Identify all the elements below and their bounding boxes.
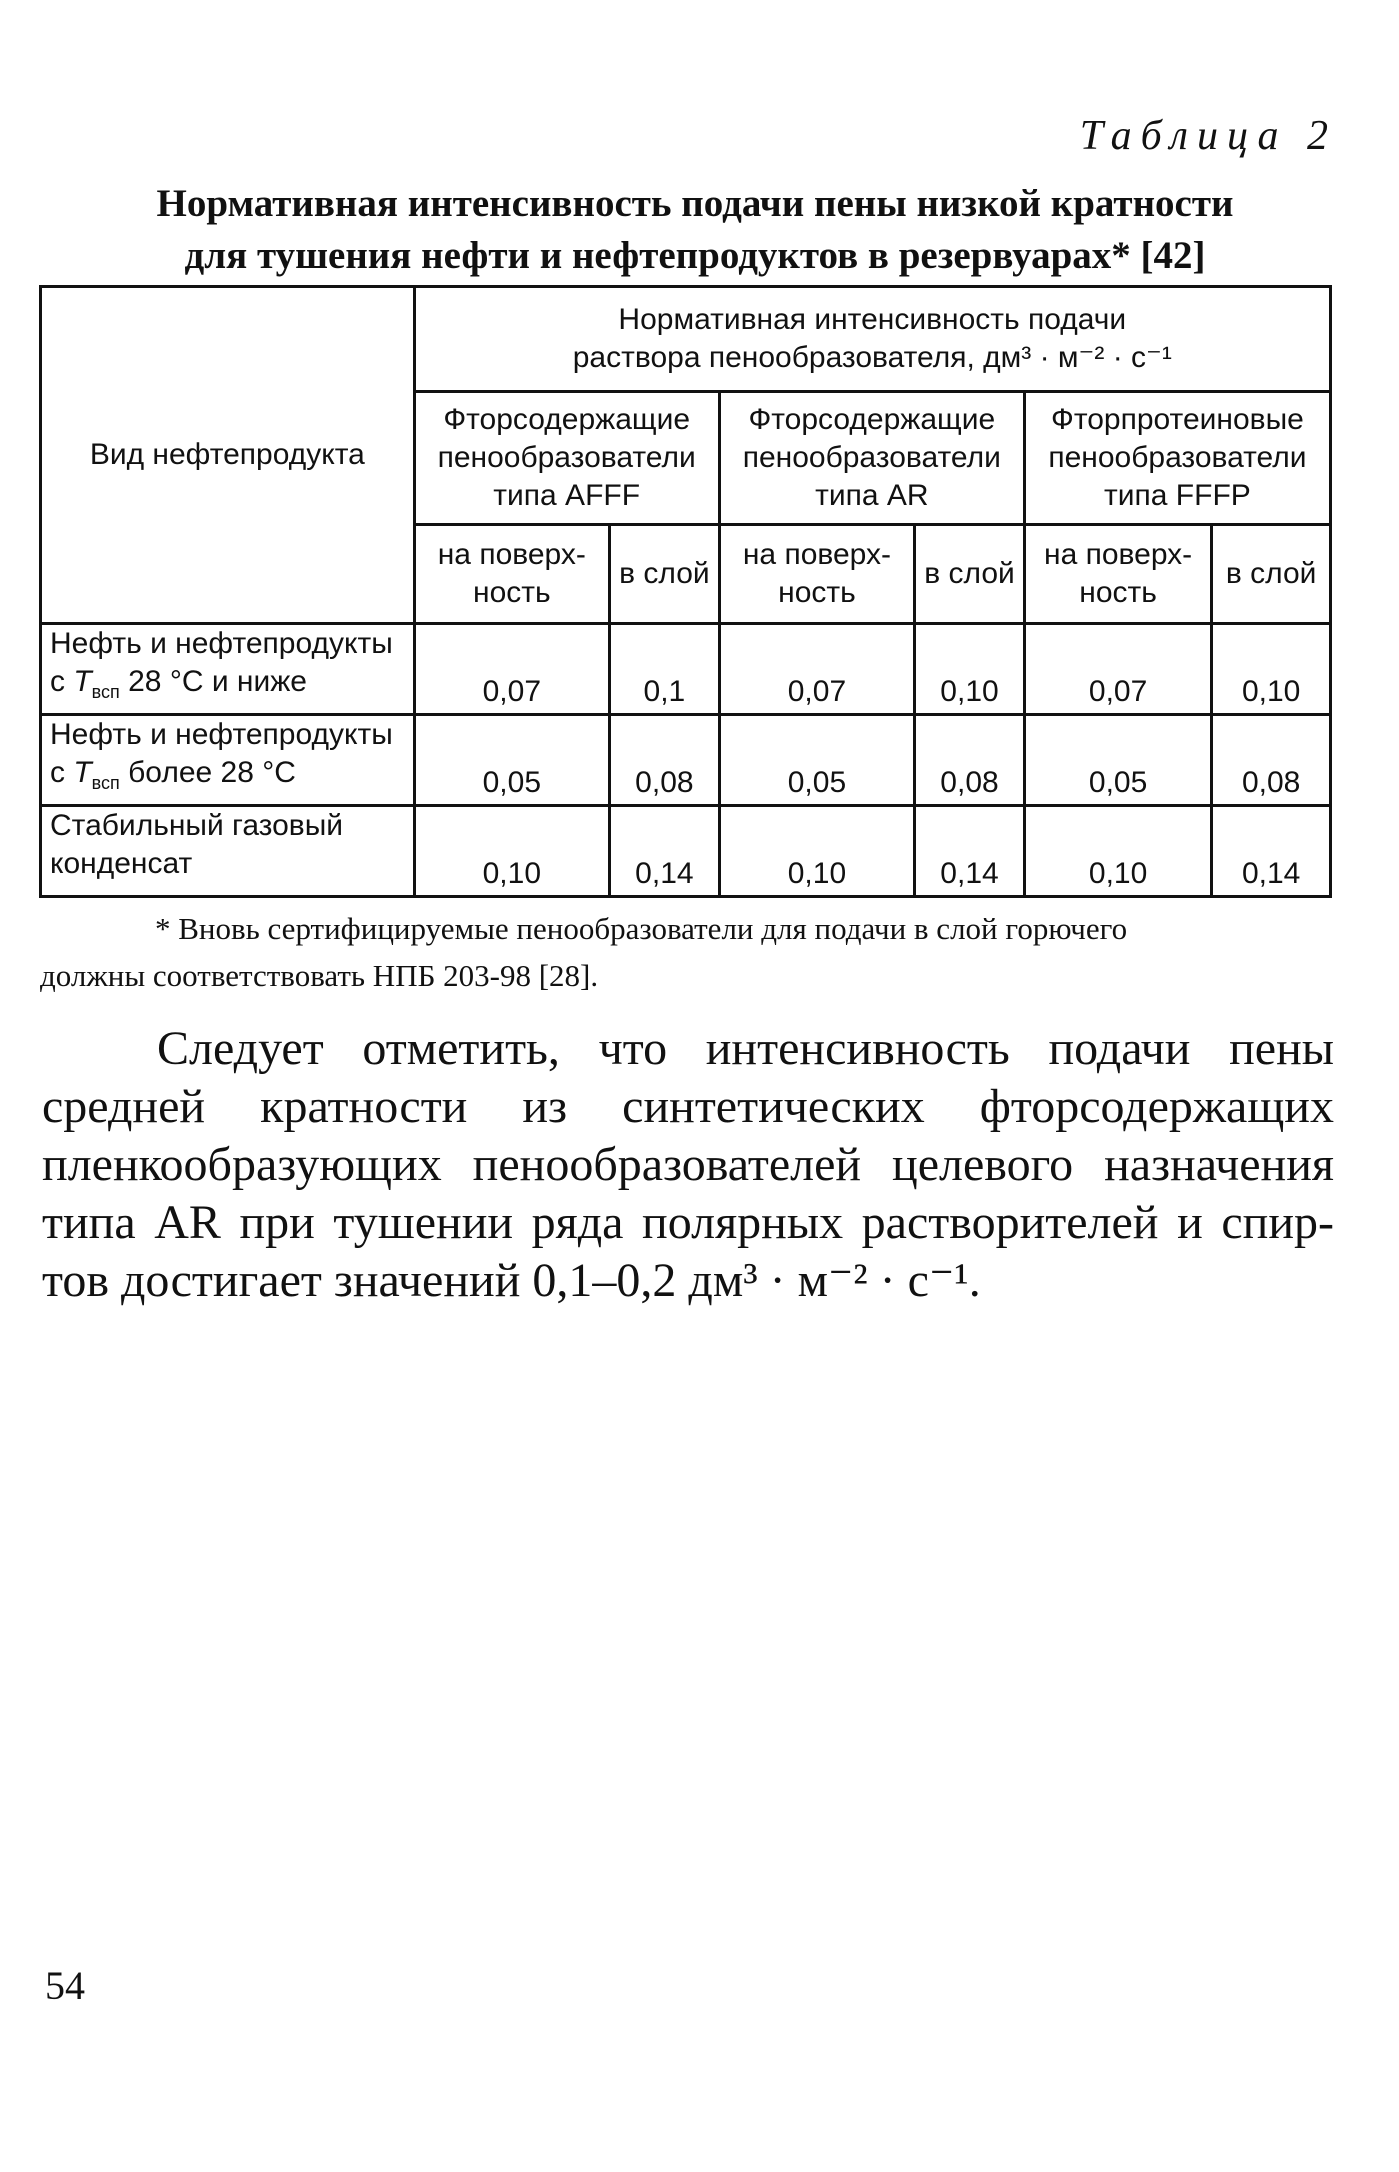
header-group-afff <box>414 392 719 525</box>
row-label-line-2 <box>50 663 413 711</box>
row-label-suffix: более 28 °С <box>119 756 296 789</box>
row-label-prefix: с <box>50 756 74 789</box>
header-intensity <box>414 287 1330 392</box>
value-cell: 0,14 <box>610 806 720 897</box>
row-label-suffix: 28 °С и ниже <box>119 665 307 698</box>
page-number: 54 <box>45 1963 85 2008</box>
group-afff-line-3: типа AFFF <box>493 479 641 512</box>
body-line-5: тов достигает значений 0,1–0,2 дм³ · м⁻² · с⁻¹. <box>42 1254 981 1307</box>
flash-point-symbol: T <box>73 756 92 789</box>
value-cell: 0,10 <box>719 806 914 897</box>
group-fffp-line-3: типа FFFP <box>1104 479 1251 512</box>
value-cell: 0,07 <box>414 624 609 715</box>
value-cell: 0,05 <box>414 715 609 806</box>
row-label-line-2: конденсат <box>50 847 193 880</box>
row-label <box>41 806 415 897</box>
value-cell: 0,10 <box>1024 806 1211 897</box>
subheader-fffp-surface <box>1024 525 1211 624</box>
value-cell: 0,05 <box>719 715 914 806</box>
group-afff-line-1: Фторсодержащие <box>443 403 691 436</box>
value-cell: 0,08 <box>915 715 1025 806</box>
subheader-ar-layer: в слой <box>915 525 1025 624</box>
table-row <box>41 624 1331 715</box>
group-ar-line-1: Фторсодержащие <box>748 403 996 436</box>
foam-intensity-table <box>39 285 1332 898</box>
table-label: Таблица 2 <box>1079 113 1337 159</box>
group-ar-line-2: пенообразователи <box>742 441 1001 474</box>
body-line-4: типа AR при тушении ряда полярных растворителей и спир- <box>42 1196 1334 1249</box>
value-cell: 0,1 <box>610 624 720 715</box>
header-group-ar <box>719 392 1024 525</box>
header-group-fffp <box>1024 392 1330 525</box>
flash-point-symbol: T <box>73 665 92 698</box>
row-label <box>41 715 415 806</box>
table-title <box>40 178 1350 282</box>
subheader-surface-line-2: ность <box>473 576 551 609</box>
subheader-surface-line-1: на поверх- <box>1044 538 1193 571</box>
value-cell: 0,07 <box>1024 624 1211 715</box>
table-title-line-2: для тушения нефти и нефтепродуктов в резервуарах* [42] <box>184 234 1206 277</box>
subheader-surface-line-1: на поверх- <box>437 538 586 571</box>
table-row <box>41 806 1331 897</box>
row-label-line-1: Нефть и нефтепродукты <box>50 627 393 660</box>
value-cell: 0,10 <box>414 806 609 897</box>
row-label-line-1: Стабильный газовый <box>50 809 344 842</box>
flash-point-subscript: всп <box>91 682 120 702</box>
header-intensity-line-2: раствора пенообразователя, дм³ · м⁻² · с⁻¹ <box>572 341 1172 374</box>
body-line-2: средней кратности из синтетических фторсодержащих <box>42 1080 1334 1133</box>
footnote-line-1: * Вновь сертифицируемые пенообразователи для подачи в слой горючего <box>155 911 1128 946</box>
body-paragraph <box>42 1020 1334 1310</box>
value-cell: 0,10 <box>915 624 1025 715</box>
row-label-prefix: с <box>50 665 74 698</box>
subheader-surface-line-1: на поверх- <box>742 538 891 571</box>
value-cell: 0,14 <box>1212 806 1331 897</box>
body-line-1: Следует отметить, что интенсивность подачи пены <box>157 1022 1334 1075</box>
value-cell: 0,10 <box>1212 624 1331 715</box>
subheader-afff-surface <box>414 525 609 624</box>
table-footnote <box>40 905 1335 999</box>
group-afff-line-2: пенообразователи <box>437 441 696 474</box>
body-line-3: пленкообразующих пенообразователей целевого назначения <box>42 1138 1334 1191</box>
value-cell: 0,08 <box>610 715 720 806</box>
value-cell: 0,07 <box>719 624 914 715</box>
table-title-line-1: Нормативная интенсивность подачи пены низкой кратности <box>156 182 1234 225</box>
subheader-fffp-layer: в слой <box>1212 525 1331 624</box>
table-row <box>41 715 1331 806</box>
group-ar-line-3: типа AR <box>815 479 929 512</box>
footnote-line-2: должны соответствовать НПБ 203-98 [28]. <box>40 958 599 993</box>
header-intensity-line-1: Нормативная интенсивность подачи <box>618 303 1127 336</box>
row-label-line-1: Нефть и нефтепродукты <box>50 718 393 751</box>
value-cell: 0,05 <box>1024 715 1211 806</box>
subheader-surface-line-2: ность <box>1079 576 1157 609</box>
flash-point-subscript: всп <box>91 773 120 793</box>
subheader-surface-line-2: ность <box>778 576 856 609</box>
subheader-afff-layer: в слой <box>610 525 720 624</box>
group-fffp-line-1: Фторпротеиновые <box>1051 403 1304 436</box>
header-product-type: Вид нефтепродукта <box>41 287 415 624</box>
group-fffp-line-2: пенообразователи <box>1048 441 1307 474</box>
value-cell: 0,08 <box>1212 715 1331 806</box>
subheader-ar-surface <box>719 525 914 624</box>
value-cell: 0,14 <box>915 806 1025 897</box>
row-label <box>41 624 415 715</box>
row-label-line-2 <box>50 754 413 802</box>
